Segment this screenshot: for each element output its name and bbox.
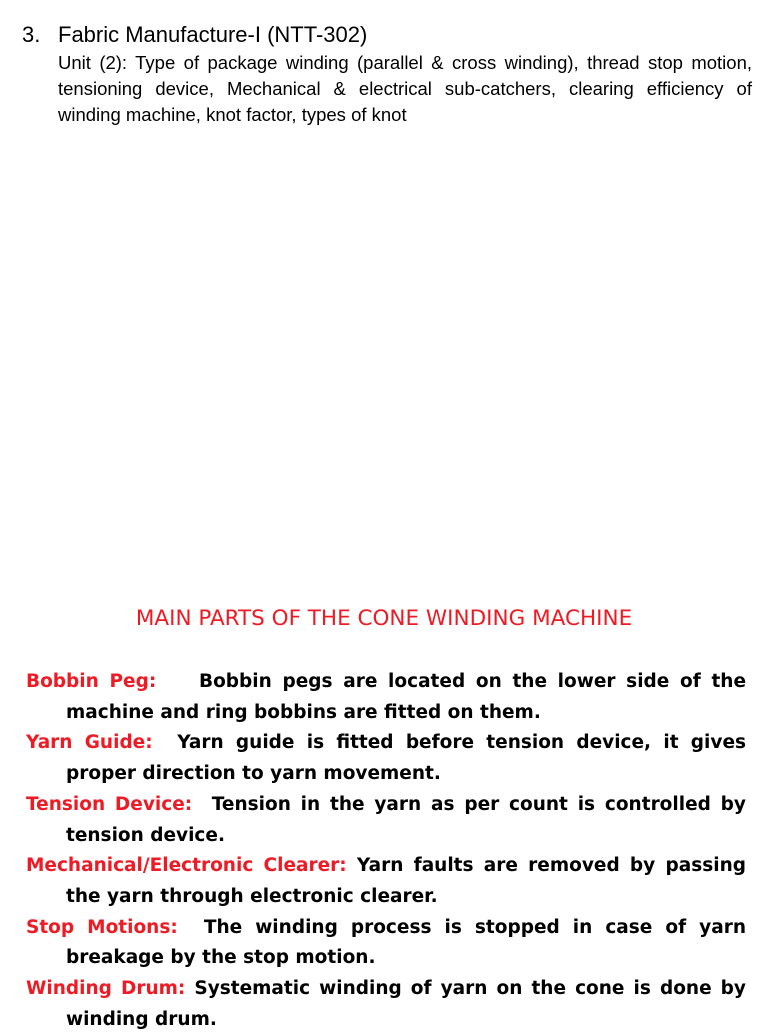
part-term: Bobbin Peg: [26,671,157,692]
part-term: Stop Motions: [26,916,178,938]
unit-description: Unit (2): Type of package winding (parallel & cross winding), thread stop motion, tensioning device, Mechanical & electrical sub-catchers, clearing efficiency of winding machine, knot factor, types of knot [58,52,752,125]
part-description: Systematic winding of yarn on the cone is done by winding drum. [66,978,746,1030]
course-number: 3. [22,22,41,47]
part-term: Tension Device: [26,793,193,815]
part-description: The winding process is stopped in case of yarn breakage by the stop motion. [66,916,746,969]
part-description: Tension in the yarn as per count is controlled by tension device. [66,793,746,846]
part-clearer [26,851,746,912]
section-title: MAIN PARTS OF THE CONE WINDING MACHINE [135,606,633,631]
part-term: Yarn Guide: [26,732,153,754]
part-winding-drum [26,974,746,1035]
part-description: Bobbin pegs are located on the lower side of the machine and ring bobbins are fitted on them. [66,671,747,723]
part-term: Winding Drum: [26,978,186,1000]
part-stop-motions [26,913,746,974]
part-term: Mechanical/Electronic Clearer: [26,855,347,877]
part-tension-device [26,790,746,851]
part-bobbin-peg [26,667,746,728]
parts-list [26,667,746,1035]
part-description: Yarn guide is fitted before tension device, it gives proper direction to yarn movement. [66,732,747,785]
course-heading [22,20,367,50]
part-description: Yarn faults are removed by passing the yarn through electronic clearer. [66,855,746,907]
parts-slide [0,580,768,1030]
part-yarn-guide [26,728,746,789]
course-title: Fabric Manufacture-I (NTT-302) [58,22,368,47]
